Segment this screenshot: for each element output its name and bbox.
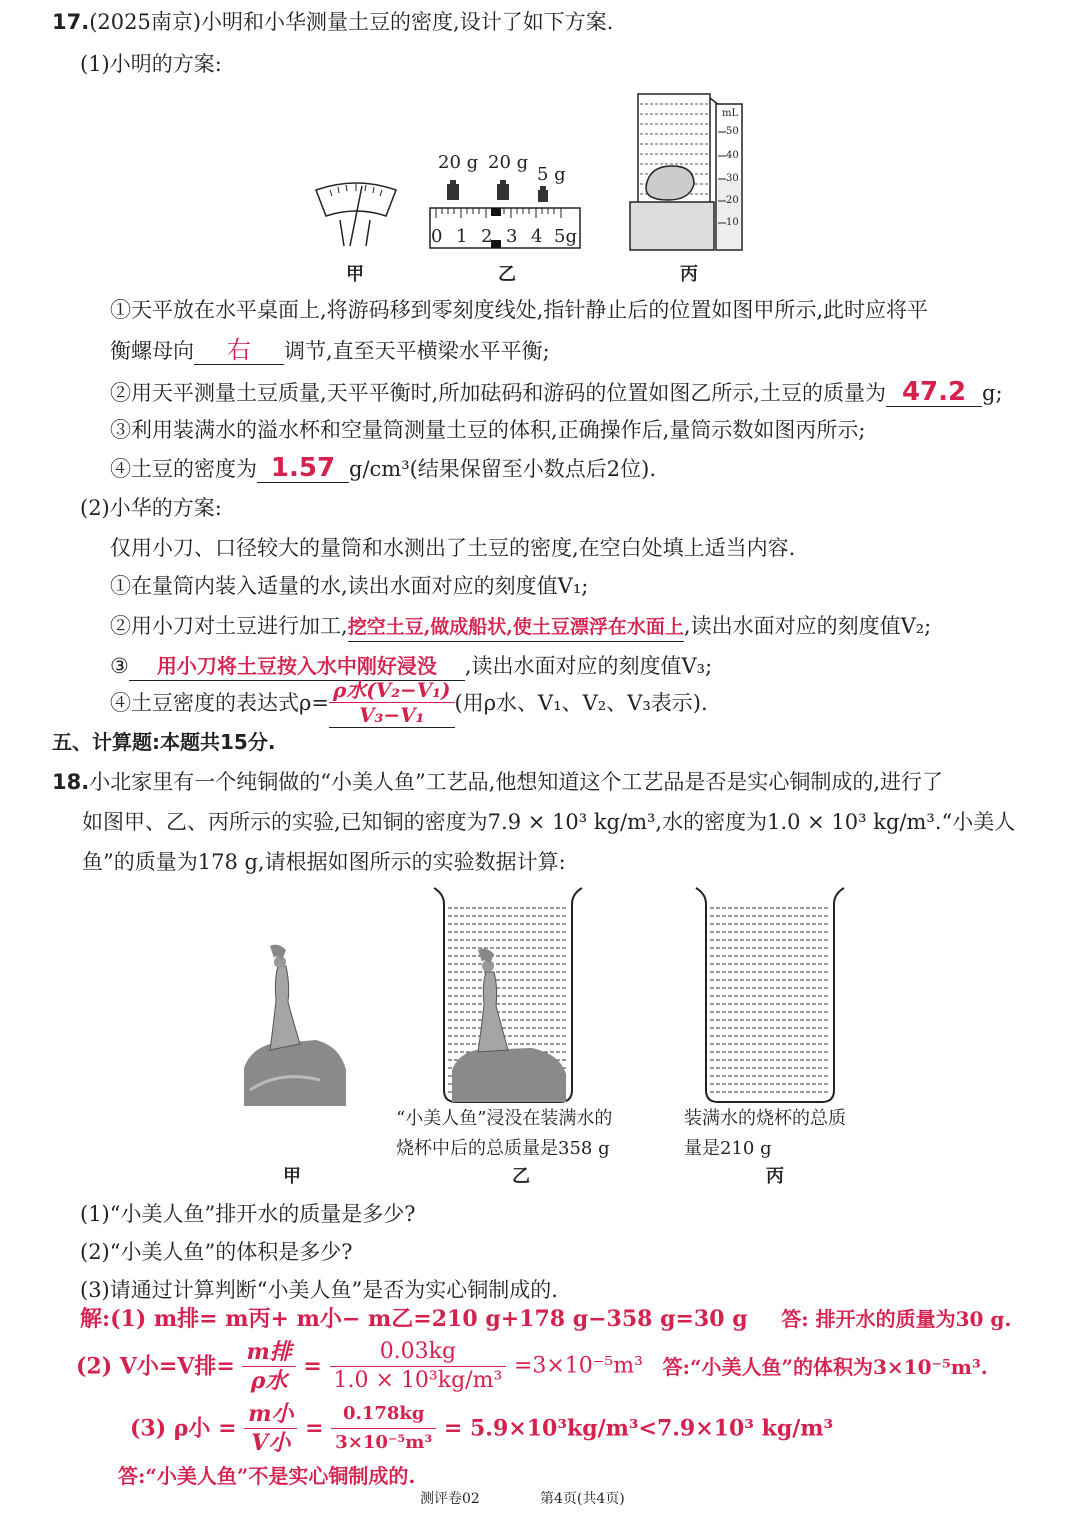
q17-part2-intro: 仅用小刀、口径较大的量筒和水测出了土豆的密度,在空白处填上适当内容. — [110, 536, 796, 560]
fraction-values: $\frac{0.178kg}{\text{3×10⁻⁵m³}}$ — [331, 1400, 436, 1457]
density-expression: $\frac{\text{ρ水(V₂−V₁)}}{\text{V₃−V₁}}$ — [329, 678, 455, 728]
cylinder-tick-30: 30 — [726, 173, 739, 184]
fig-label-bing-18: 丙 — [766, 1166, 784, 1187]
q17-step1-line1: ①天平放在水平桌面上,将游码移到零刻度线处,指针静止后的位置如图甲所示,此时应将平 — [110, 298, 929, 322]
q18-solution-3: (3) ρ小 = $\frac{\text{m小}}{\text{V小}}$ = $\frac{0.178kg}{\text{3×10⁻⁵m³}}$ = 5.9×10³kg/m³<7.9×10³ kg/m³ — [130, 1401, 834, 1456]
answer-mass: 47.2 — [886, 378, 982, 407]
answer-direction: 右 — [194, 336, 284, 365]
q18-line2: 如图甲、乙、丙所示的实验,已知铜的密度为7.9 × 10³ kg/m³,水的密度为1.0 × 10³ kg/m³.“小美人 — [82, 810, 1016, 834]
scale-tick-4: 4 — [531, 226, 543, 247]
weight-label-2: 20 g — [488, 152, 529, 173]
figure-beaker-full-water — [694, 884, 846, 1106]
q18-sub3: (3)请通过计算判断“小美人鱼”是否为实心铜制成的. — [80, 1278, 558, 1302]
scale-tick-3: 3 — [506, 226, 518, 247]
answer-carve-potato: 挖空土豆,做成船状,使土豆漂浮在水面上 — [348, 613, 684, 642]
scale-tick-2: 2 — [481, 226, 493, 247]
figure-balance-pointer — [310, 180, 402, 252]
footer-page-number: 第4页(共4页) — [540, 1491, 625, 1507]
q17-part2-step2: ②用小刀对土豆进行加工,挖空土豆,做成船状,使土豆漂浮在水面上,读出水面对应的刻度值V₂; — [110, 612, 931, 642]
q18-line1: 18.小北家里有一个纯铜做的“小美人鱼”工艺品,他想知道这个工艺品是否是实心铜制成的,进行了 — [52, 770, 944, 794]
cylinder-tick-50: 50 — [726, 126, 739, 137]
weight-label-3: 5 g — [537, 164, 566, 185]
figure-beaker-with-statue — [432, 884, 584, 1106]
figure-mermaid-statue — [240, 940, 348, 1106]
fraction-mass-over-density: $\frac{0.03kg}{\text{1.0 × 10³kg/m³}}$ — [330, 1338, 507, 1395]
q17-part2-step3: ③ 用小刀将土豆按入水中刚好浸没 ,读出水面对应的刻度值V₃; — [110, 652, 712, 681]
fraction-m-over-v: $\frac{\text{m小}}{\text{V小}}$ — [244, 1400, 297, 1457]
q17-stem: 17.(2025南京)小明和小华测量土豆的密度,设计了如下方案. — [52, 10, 614, 34]
caption-bing-line2: 量是210 g — [684, 1138, 772, 1159]
q17-part2-title: (2)小华的方案: — [80, 496, 222, 520]
scale-tick-0: 0 — [431, 226, 443, 247]
fig-label-yi-18: 乙 — [512, 1166, 530, 1187]
q17-part2-step4: ④土豆密度的表达式ρ= $\frac{\text{ρ水(V₂−V₁)}}{\text{V₃−V₁}}$ (用ρ水、V₁、V₂、V₃表示). — [110, 678, 708, 727]
section-5-heading: 五、计算题:本题共15分. — [52, 730, 276, 754]
q17-step2: ②用天平测量土豆质量,天平平衡时,所加砝码和游码的位置如图乙所示,土豆的质量为 47.2 g; — [110, 377, 1003, 407]
q17-part2-step1: ①在量筒内装入适量的水,读出水面对应的刻度值V₁; — [110, 574, 589, 598]
scale-tick-1: 1 — [456, 226, 468, 247]
q17-step4: ④土豆的密度为 1.57 g/cm³(结果保留至小数点后2位). — [110, 453, 657, 483]
q17-step1-line2: 衡螺母向 右 调节,直至天平横梁水平平衡; — [110, 336, 550, 364]
cylinder-tick-10: 10 — [726, 217, 739, 228]
q17-step3: ③利用装满水的溢水杯和空量筒测量土豆的体积,正确操作后,量筒示数如图丙所示; — [110, 418, 866, 442]
footer-test-id: 测评卷02 — [420, 1491, 480, 1507]
fig-label-bing-17: 丙 — [680, 264, 698, 285]
fig-label-yi-17: 乙 — [498, 264, 516, 285]
fig-label-jia-17: 甲 — [346, 264, 364, 285]
q18-final-answer: 答:“小美人鱼”不是实心铜制成的. — [118, 1464, 416, 1488]
scale-tick-5: 5g — [554, 226, 577, 247]
fraction-m-over-rho: $\frac{\text{m排}}{\text{ρ水}}$ — [242, 1338, 295, 1395]
cylinder-tick-40: 40 — [726, 150, 739, 161]
q17-part1-title: (1)小明的方案: — [80, 52, 222, 76]
caption-bing-line1: 装满水的烧杯的总质 — [684, 1108, 846, 1129]
answer-density: 1.57 — [257, 454, 349, 483]
caption-yi-line2: 烧杯中后的总质量是358 g — [396, 1138, 610, 1159]
caption-yi-line1: “小美人鱼”浸没在装满水的 — [396, 1108, 613, 1129]
q18-solution-1: 解:(1) m排= m丙+ m小− m乙=210 g+178 g−358 g=30 g 答: 排开水的质量为30 g. — [80, 1306, 1012, 1332]
fig-label-jia-18: 甲 — [283, 1166, 301, 1187]
cylinder-tick-20: 20 — [726, 195, 739, 206]
q18-sub1: (1)“小美人鱼”排开水的质量是多少? — [80, 1202, 416, 1226]
cylinder-unit: mL — [722, 108, 739, 119]
answer-submerge-potato: 用小刀将土豆按入水中刚好浸没 — [129, 652, 465, 681]
q18-sub2: (2)“小美人鱼”的体积是多少? — [80, 1240, 353, 1264]
q18-line3: 鱼”的质量为178 g,请根据如图所示的实验数据计算: — [82, 850, 566, 874]
q18-solution-2: (2) V小=V排= $\frac{\text{m排}}{\text{ρ水}}$ = $\frac{0.03kg}{\text{1.0 × 10³kg/m³}}$ =3×10⁻⁵m³ 答:“小美人鱼”的体积为3×10⁻⁵m³. — [76, 1339, 988, 1394]
weight-label-1: 20 g — [438, 152, 479, 173]
